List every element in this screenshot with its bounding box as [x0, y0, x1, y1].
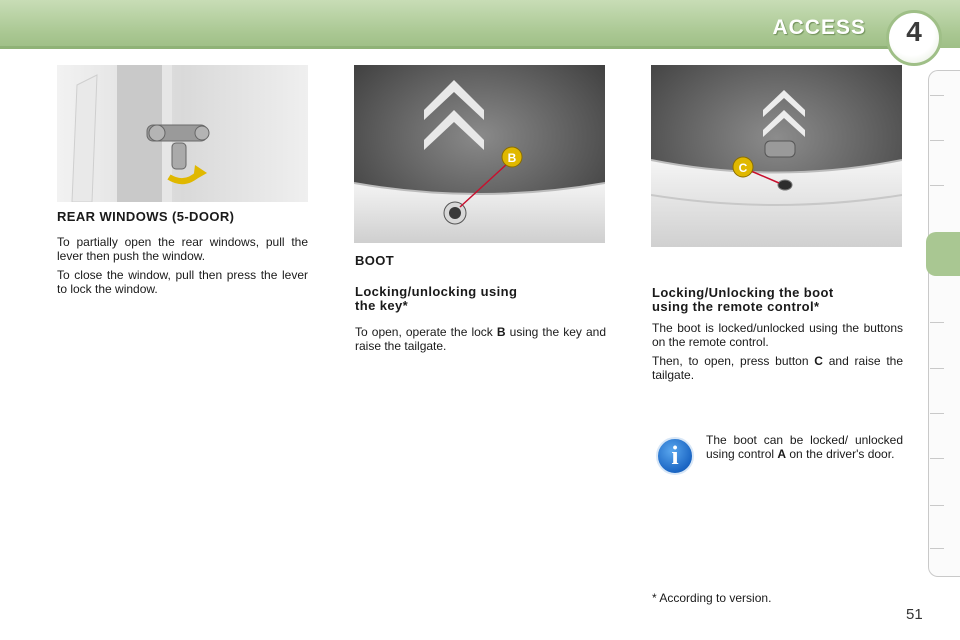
rear-windows-para-close: To close the window, pull then press the lever to lock the window. — [57, 268, 308, 296]
remote-locking-para2-post: and raise the tailgate. — [652, 354, 903, 382]
control-a-reference: A — [777, 446, 787, 461]
footnote: * According to version. — [652, 591, 772, 605]
tab-marker — [930, 140, 944, 141]
rear-window-lever-image — [57, 65, 308, 202]
header-rule — [0, 46, 940, 49]
tab-active-chapter[interactable] — [926, 232, 960, 276]
tab-marker — [930, 413, 944, 414]
page-number: 51 — [906, 606, 923, 623]
remote-locking-para1: The boot is locked/unlocked using the buttons on the remote control. — [652, 321, 903, 349]
button-c-reference: C — [814, 354, 823, 368]
tab-marker — [930, 505, 944, 506]
boot-section-title: BOOT — [355, 253, 395, 268]
info-note-text — [706, 434, 903, 467]
boot-remote-image — [651, 65, 902, 247]
tab-marker — [930, 458, 944, 459]
chapter-title: ACCESS — [772, 16, 866, 39]
info-icon-glyph: i — [671, 441, 679, 470]
remote-locking-subheading-line2: using the remote control* — [652, 299, 820, 314]
tab-marker — [930, 368, 944, 369]
key-locking-text-pre: To open, operate the lock — [355, 325, 497, 339]
lock-b-reference: B — [496, 325, 506, 339]
key-locking-subheading-line1: Locking/unlocking using — [355, 284, 518, 299]
info-note-post: on the driver's door. — [786, 446, 895, 461]
remote-locking-subheading — [652, 286, 834, 314]
remote-button-callout-label: C — [738, 161, 748, 175]
tab-marker — [930, 95, 944, 96]
tab-marker — [930, 322, 944, 323]
key-locking-subheading-line2: the key* — [355, 298, 409, 313]
key-locking-subheading — [355, 285, 517, 313]
key-locking-text-post: using the key and raise the tailgate. — [355, 325, 606, 353]
remote-locking-text — [652, 322, 903, 388]
chapter-tab-strip — [928, 70, 960, 577]
tab-marker — [930, 548, 944, 549]
rear-windows-heading: REAR WINDOWS (5-DOOR) — [57, 209, 235, 224]
remote-locking-para2-pre: Then, to open, press button — [652, 354, 815, 368]
boot-lock-callout-label: B — [507, 151, 517, 165]
rear-windows-para-open: To partially open the rear windows, pull the lever then push the window. — [57, 235, 308, 263]
key-locking-text — [355, 326, 606, 359]
remote-locking-subheading-line1: Locking/Unlocking the boot — [652, 285, 834, 300]
boot-lock-image — [354, 65, 605, 243]
info-note-pre: The boot can be locked/ unlocked using control — [706, 433, 903, 461]
tab-marker — [930, 185, 944, 186]
chapter-number: 4 — [906, 16, 922, 47]
rear-windows-text — [57, 236, 308, 302]
